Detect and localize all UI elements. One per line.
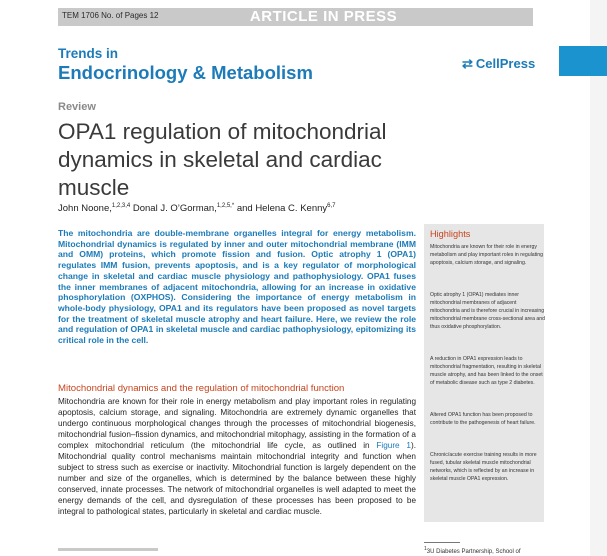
footnote-text: 3U Diabetes Partnership, School of (426, 549, 521, 555)
footnote-marker: 1 (424, 546, 427, 552)
highlight-item: Chronic/acute exercise training results in more fused, tubular skeletal muscle mitochondrial networks, which is reflected by an increase in skeletal muscle OPA1 expression. (430, 452, 537, 482)
author-name[interactable]: John Noone, (58, 203, 112, 214)
affiliation-footnote (424, 546, 521, 555)
section-heading: Mitochondrial dynamics and the regulation of mitochondrial function (58, 383, 345, 394)
footnote-rule (424, 542, 460, 543)
manuscript-reference: TEM 1706 No. of Pages 12 (62, 11, 159, 20)
highlight-item: Optic atrophy 1 (OPA1) mediates inner mitochondrial membranes of adjacent mitochondria and is therefore crucial in increasing mitochondrial membrane cross-sectional area and thus oxidative phosphorylation. (430, 292, 546, 330)
body-text: ). Mitochondrial quality control mechanisms maintain mitochondrial integrity and function when subject to stress such as exercise or inactivity. Mitochondrial function is largely dependent on the number and size of the organelles, which is determined by the balance between these highly conserved, innate processes. The network of mitochondrial organelles is well adapted to meet the energy demands of the cell, and dysregulation of these processes has been proposed to be integral to pathological states, particularly in skeletal and cardiac muscle. (58, 441, 416, 517)
body-paragraph (58, 396, 416, 518)
publisher-logo[interactable] (462, 56, 535, 72)
author-affiliation-marks[interactable]: 6,7 (327, 203, 336, 209)
journal-color-tab (559, 46, 607, 76)
journal-name-line1: Trends in (58, 46, 119, 61)
cropped-text-line (58, 548, 158, 551)
figure-link[interactable]: Figure 1 (376, 441, 411, 451)
author-name[interactable]: and Helena C. Kenny (234, 203, 328, 214)
body-text: Mitochondria are known for their role in energy metabolism and play important roles in regulating apoptosis, calcium storage, and signaling. Mitochondria are extremely dynamic organelles that undergo continuous morphological changes through the processes of mitochondrial biogenesis, mitochondrial fusion–fission dynamics, and mitochondrial mitophagy, assisting in the formation of a complex mitochondrial reticulum (the mitochondrial life cycle, as outlined in (58, 397, 416, 451)
cellpress-logo-icon: ⇄ (462, 56, 473, 71)
author-affiliation-marks[interactable]: 1,2,5,* (216, 203, 235, 209)
publisher-name: CellPress (475, 56, 536, 71)
page-edge (590, 0, 607, 556)
author-list (58, 203, 335, 214)
highlight-item: Altered OPA1 function has been proposed to contribute to the pathogenesis of heart failure. (430, 412, 536, 426)
highlights-heading: Highlights (430, 229, 471, 239)
author-affiliation-marks[interactable]: 1,2,3,4 (111, 203, 131, 209)
article-title: OPA1 regulation of mitochondrial dynamics in skeletal and cardiac muscle (58, 119, 387, 200)
article-in-press-banner: ARTICLE IN PRESS (249, 8, 398, 25)
journal-name-line2[interactable]: Endocrinology & Metabolism (58, 62, 313, 83)
abstract: The mitochondria are double-membrane organelles integral for energy metabolism. Mitochondrial dynamics is regulated by inner and outer mitochondrial membrane (IMM and OMM) proteins, which promote fission and fusion. Optic atrophy 1 (OPA1) regulates IMM fusion, prevents apoptosis, and is a key regulator of morphological change in skeletal and cardiac muscle physiology and pathophysiology. OPA1 fuses the inner membranes of adjacent mitochondria, allowing for an increase in oxidative phosphorylation (OXPHOS). Considering the importance of energy metabolism in whole-body physiology, OPA1 and its regulators have been proposed as novel targets for the treatment of skeletal muscle atrophy and heart failure. Here, we review the role and regulation of OPA1 in skeletal muscle and cardiac pathophysiology, epitomizing its critical role in the cell. (58, 228, 416, 346)
highlight-item: A reduction in OPA1 expression leads to mitochondrial fragmentation, resulting in skeletal muscle atrophy, and has been linked to the onset of metabolic disease such as type 2 diabetes. (430, 356, 543, 386)
article-type: Review (58, 101, 96, 113)
highlight-item: Mitochondria are known for their role in energy metabolism and play important roles in regulating apoptosis, calcium storage, and signaling. (430, 244, 544, 266)
author-name[interactable]: Donal J. O’Gorman, (130, 203, 217, 214)
page-header (0, 0, 607, 32)
